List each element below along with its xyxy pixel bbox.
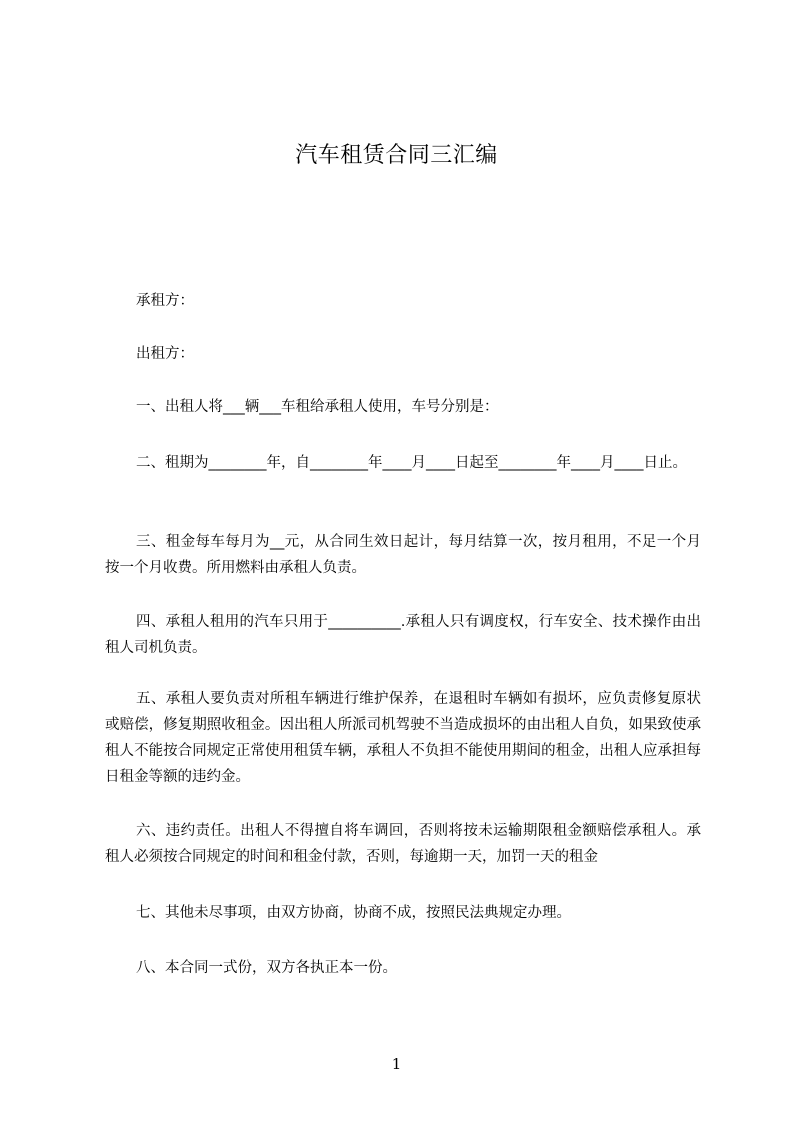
clause-5: 五、承租人要负责对所租车辆进行维护保养，在退租时车辆如有损坏，应负责修复原状或赔偿，修复期照收租金。因出租人所派司机驾驶不当造成损坏的由出租人自负，如果致使承租人不能按合同规定正常使用租赁车辆，承租人不负担不能使用期间的租金，出租人应承担每日租金等额的违约金。: [105, 691, 701, 785]
clause-8: 八、本合同一式份，双方各执正本一份。: [136, 960, 397, 976]
clause-3: 三、租金每车每月为__元，从合同生效日起计，每月结算一次，按月租用，不足一个月按一个月收费。所用燃料由承租人负责。: [105, 534, 701, 576]
page-number: 1: [391, 1055, 402, 1073]
clause-7: 七、其他未尽事项，由双方协商，协商不成，按照民法典规定办理。: [136, 905, 571, 921]
document-title: 汽车租赁合同三汇编: [295, 143, 498, 168]
clause-4: 四、承租人租用的汽车只用于__________.承租人只有调度权，行车安全、技术操作由出租人司机负责。: [105, 614, 701, 656]
clause-lessee: 承租方：: [136, 293, 194, 309]
clause-lessor: 出租方：: [136, 346, 194, 362]
clause-1: 一、出租人将___辆___车租给承租人使用，车号分别是：: [136, 399, 499, 415]
clause-2: 二、租期为________年，自________年____月____日起至________年____月____日止。: [136, 455, 687, 471]
clause-6: 六、违约责任。出租人不得擅自将车调回，否则将按未运输期限租金额赔偿承租人。承租人必须按合同规定的时间和租金付款，否则，每逾期一天，加罚一天的租金: [105, 823, 701, 865]
